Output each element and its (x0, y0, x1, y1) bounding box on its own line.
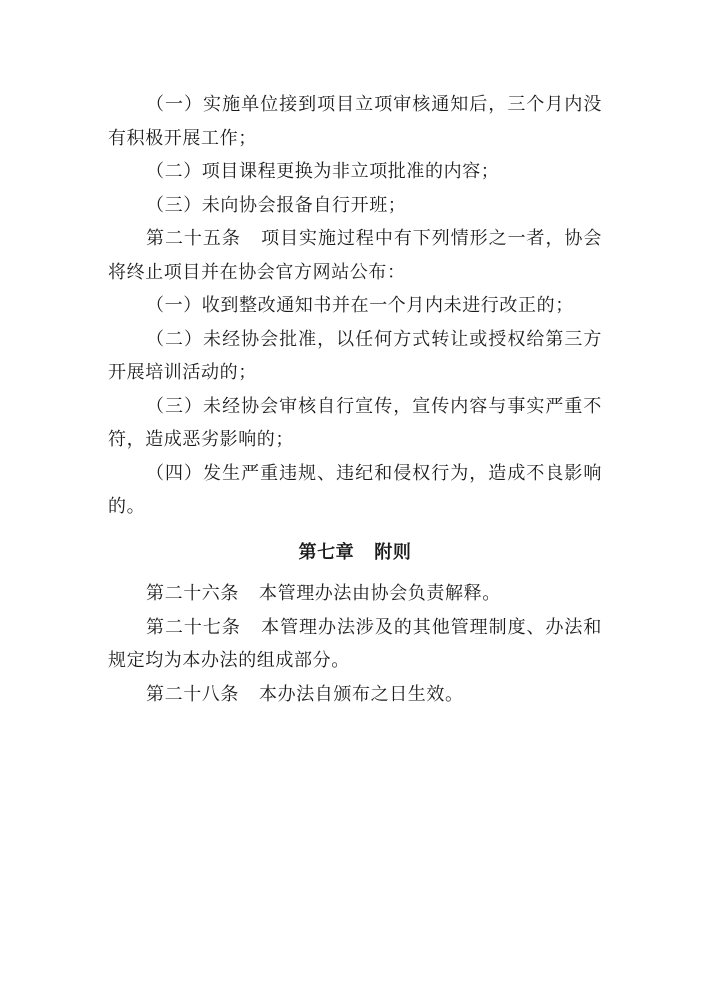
article-text: 本管理办法由协会负责解释。 (259, 583, 501, 604)
article-number: 第二十六条 (146, 583, 239, 604)
chapter-title: 附则 (374, 541, 412, 563)
article-number: 第二十八条 (146, 683, 239, 705)
article-number: 第二十五条 (146, 228, 241, 249)
article-27 (108, 611, 602, 678)
article-25 (108, 222, 602, 289)
chapter-heading (108, 536, 602, 570)
article-28 (108, 678, 602, 712)
list-item: （二）项目课程更换为非立项批准的内容； (146, 161, 500, 182)
article-number: 第二十七条 (146, 616, 241, 638)
list-item: （一）收到整改通知书并在一个月内未进行改正的； (146, 295, 574, 316)
article-text: 本管理办法涉及的其他管理制度、办法和规定均为本办法的组成部分。 (108, 616, 602, 671)
article-text: 本办法自颁布之日生效。 (259, 683, 464, 705)
article-26 (108, 577, 602, 611)
list-item: （三）未经协会审核自行宣传，宣传内容与事实严重不符，造成恶劣影响的； (108, 395, 602, 450)
list-item: （一）实施单位接到项目立项审核通知后，三个月内没有积极开展工作； (108, 94, 602, 149)
document-body (108, 88, 602, 711)
list-item: （四）发生严重违规、违纪和侵权行为，造成不良影响的。 (108, 462, 602, 517)
chapter-number: 第七章 (298, 541, 355, 563)
list-item: （二）未经协会批准，以任何方式转让或授权给第三方开展培训活动的； (108, 328, 602, 383)
list-item: （三）未向协会报备自行开班； (146, 194, 407, 216)
article-text: 项目实施过程中有下列情形之一者，协会将终止项目并在协会官方网站公布： (108, 228, 602, 283)
